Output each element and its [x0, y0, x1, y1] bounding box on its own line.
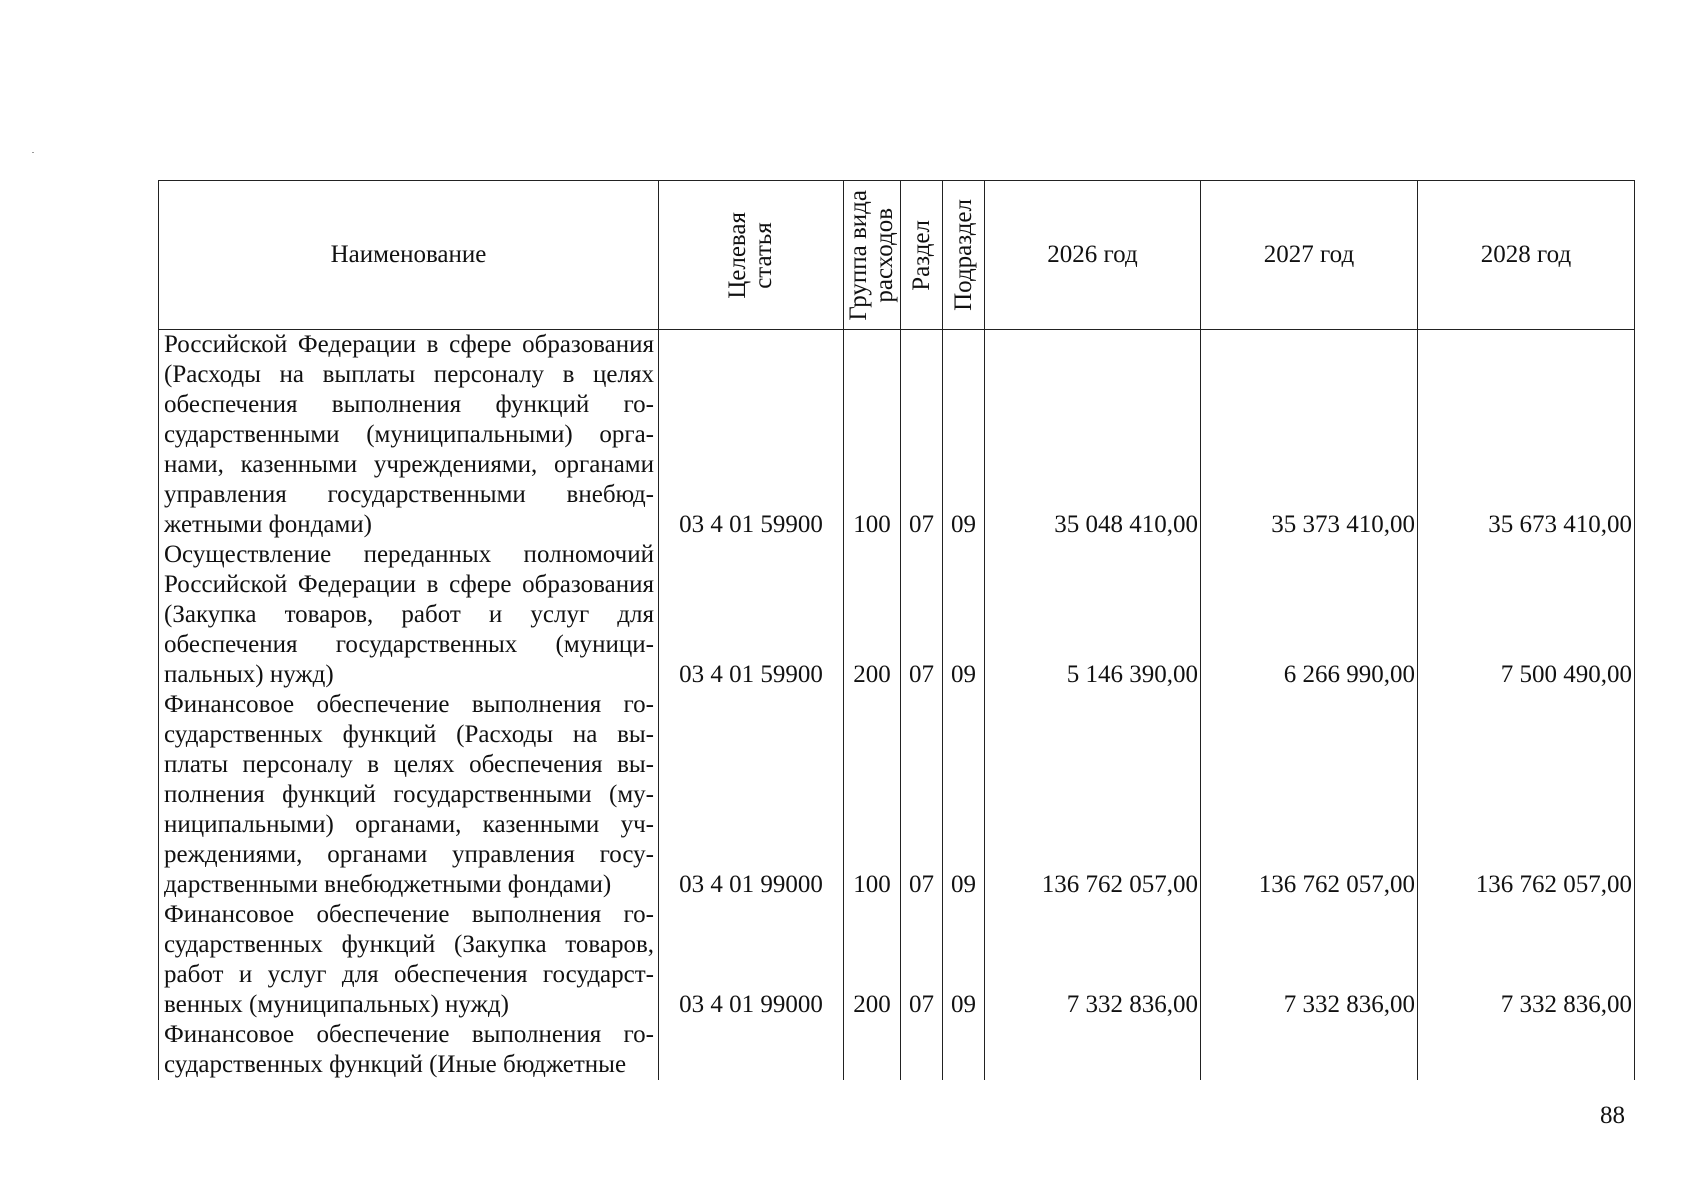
table-row — [159, 1020, 1635, 1080]
row-amount-2026: 5 146 390,00 — [985, 540, 1201, 690]
table-row — [159, 900, 1635, 1020]
header-target-article-label: Целевая статья — [724, 211, 777, 299]
row-amount-2026: 35 048 410,00 — [985, 330, 1201, 541]
row-target-article: 03 4 01 99000 — [659, 690, 844, 900]
row-amount-2027 — [1201, 1020, 1418, 1080]
header-year-2026: 2026 год — [985, 181, 1201, 330]
row-expense-group: 200 — [844, 540, 901, 690]
row-subsection: 09 — [943, 900, 985, 1020]
row-amount-2028: 7 332 836,00 — [1418, 900, 1635, 1020]
header-section — [901, 181, 943, 330]
row-amount-2027: 6 266 990,00 — [1201, 540, 1418, 690]
row-amount-2027: 136 762 057,00 — [1201, 690, 1418, 900]
row-amount-2028: 7 500 490,00 — [1418, 540, 1635, 690]
table-body — [159, 330, 1635, 1081]
row-section: 07 — [901, 900, 943, 1020]
row-name: Финансовое обеспечение выполнения государственных функций (Иные бюджетные — [159, 1020, 659, 1080]
row-amount-2027: 7 332 836,00 — [1201, 900, 1418, 1020]
header-section-label: Раздел — [907, 219, 935, 291]
row-amount-2026: 136 762 057,00 — [985, 690, 1201, 900]
header-subsection-label: Подраздел — [949, 199, 977, 311]
header-expense-group-label: Группа вида расходов — [845, 189, 898, 321]
header-expense-group — [844, 181, 901, 330]
row-expense-group: 200 — [844, 900, 901, 1020]
row-subsection: 09 — [943, 540, 985, 690]
row-name: Финансовое обеспечение выполнения государственных функций (Расходы на выплаты персоналу в целях обеспечения выполнения функций государственными (муниципальными) органами, казенными учреждениями, органами управления государственными внебюджетными фондами) — [159, 690, 659, 900]
table-header — [159, 181, 1635, 330]
row-name: Российской Федерации в сфере образования (Расходы на выплаты персоналу в целях обеспечения выполнения функций государственными (муниципальными) органами, казенными учреждениями, органами управления государственными внебюджетными фондами) — [159, 330, 659, 541]
row-amount-2026: 7 332 836,00 — [985, 900, 1201, 1020]
row-section: 07 — [901, 690, 943, 900]
row-amount-2028: 35 673 410,00 — [1418, 330, 1635, 541]
table-row — [159, 540, 1635, 690]
header-target-article — [659, 181, 844, 330]
header-subsection — [943, 181, 985, 330]
row-amount-2028 — [1418, 1020, 1635, 1080]
row-section: 07 — [901, 540, 943, 690]
table-row — [159, 690, 1635, 900]
row-section: 07 — [901, 330, 943, 541]
page-number: 88 — [1600, 1102, 1625, 1129]
row-amount-2028: 136 762 057,00 — [1418, 690, 1635, 900]
row-target-article — [659, 1020, 844, 1080]
row-expense-group: 100 — [844, 330, 901, 541]
scan-artifact — [32, 152, 34, 153]
row-expense-group — [844, 1020, 901, 1080]
row-subsection — [943, 1020, 985, 1080]
table-row — [159, 330, 1635, 541]
header-year-2027: 2027 год — [1201, 181, 1418, 330]
header-year-2028: 2028 год — [1418, 181, 1635, 330]
row-expense-group: 100 — [844, 690, 901, 900]
row-section — [901, 1020, 943, 1080]
header-row — [159, 181, 1635, 330]
header-name: Наименование — [159, 181, 659, 330]
row-target-article: 03 4 01 59900 — [659, 330, 844, 541]
row-subsection: 09 — [943, 330, 985, 541]
row-amount-2026 — [985, 1020, 1201, 1080]
row-subsection: 09 — [943, 690, 985, 900]
row-name: Финансовое обеспечение выполнения государственных функций (Закупка товаров, работ и услуг для обеспечения государственных (муниципальных) нужд) — [159, 900, 659, 1020]
row-amount-2027: 35 373 410,00 — [1201, 330, 1418, 541]
row-target-article: 03 4 01 59900 — [659, 540, 844, 690]
row-target-article: 03 4 01 99000 — [659, 900, 844, 1020]
row-name: Осуществление переданных полномочий Российской Федерации в сфере образования (Закупка товаров, работ и услуг для обеспечения государственных (муниципальных) нужд) — [159, 540, 659, 690]
budget-table — [158, 180, 1635, 1080]
